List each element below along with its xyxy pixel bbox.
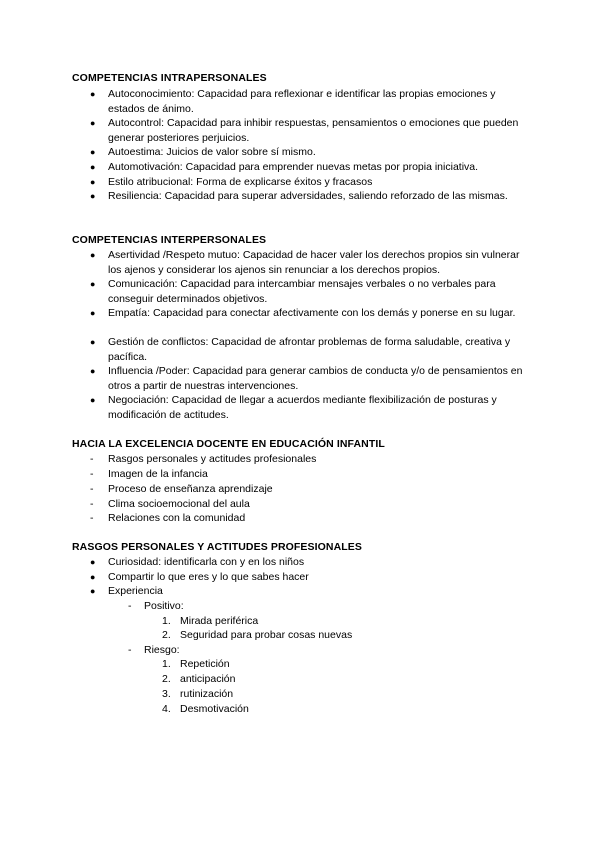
bullet-marker: ● xyxy=(90,191,96,201)
numbered-item: rutinización xyxy=(180,688,234,700)
list-item: Autocontrol: Capacidad para inhibir respuestas, pensamientos o emociones que pueden generar posteriores perjuicios. xyxy=(108,117,519,144)
number-marker: 2. xyxy=(162,673,171,685)
number-marker: 4. xyxy=(162,703,171,715)
heading-interpersonales: COMPETENCIAS INTERPERSONALES xyxy=(72,234,267,246)
heading-excelencia: HACIA LA EXCELENCIA DOCENTE EN EDUCACIÓN INFANTIL xyxy=(72,438,385,450)
heading-rasgos: RASGOS PERSONALES Y ACTITUDES PROFESIONALES xyxy=(72,541,362,553)
bullet-marker: ● xyxy=(90,572,96,582)
list-item: Experiencia xyxy=(108,585,163,597)
number-marker: 1. xyxy=(162,615,171,627)
bullet-marker: ● xyxy=(90,586,96,596)
list-item: Comunicación: Capacidad para intercambiar mensajes verbales o no verbales para conseguir determinados objetivos. xyxy=(108,278,496,305)
numbered-item: Desmotivación xyxy=(180,703,249,715)
number-marker: 1. xyxy=(162,658,171,670)
bullet-marker: ● xyxy=(90,250,96,260)
bullet-marker: ● xyxy=(90,177,96,187)
bullet-marker: ● xyxy=(90,89,96,99)
list-item: Automotivación: Capacidad para emprender nuevas metas por propia iniciativa. xyxy=(108,161,479,173)
list-item: Negociación: Capacidad de llegar a acuerdos mediante flexibilización de posturas y modificación de actitudes. xyxy=(108,394,497,421)
list-item: Resiliencia: Capacidad para superar adversidades, saliendo reforzado de las mismas. xyxy=(108,190,508,202)
bullet-marker: ● xyxy=(90,366,96,376)
list-item: Asertividad /Respeto mutuo: Capacidad de hacer valer los derechos propios sin vulnerar los ajenos y considerar los ajenos sin renunciar a los derechos propios. xyxy=(108,249,520,276)
list-item: Relaciones con la comunidad xyxy=(108,512,246,524)
numbered-item: Repetición xyxy=(180,658,230,670)
list-item: Rasgos personales y actitudes profesionales xyxy=(108,453,317,465)
dash-marker: - xyxy=(90,468,94,480)
list-item: Influencia /Poder: Capacidad para generar cambios de conducta y/o de pensamientos en otros a partir de nuestras intervenciones. xyxy=(108,365,523,392)
dash-marker: - xyxy=(90,483,94,495)
dash-marker: - xyxy=(128,600,132,612)
list-item: Imagen de la infancia xyxy=(108,468,208,480)
list-item: Clima socioemocional del aula xyxy=(108,498,250,510)
numbered-item: anticipación xyxy=(180,673,236,685)
sublist-label-riesgo: Riesgo: xyxy=(144,644,180,656)
sublist-label-positivo: Positivo: xyxy=(144,600,184,612)
bullet-marker: ● xyxy=(90,162,96,172)
dash-marker: - xyxy=(128,644,132,656)
numbered-item: Mirada periférica xyxy=(180,615,259,627)
bullet-marker: ● xyxy=(90,147,96,157)
list-item: Empatía: Capacidad para conectar afectivamente con los demás y ponerse en su lugar. xyxy=(108,307,516,319)
list-item: Compartir lo que eres y lo que sabes hacer xyxy=(108,571,309,583)
dash-marker: - xyxy=(90,453,94,465)
bullet-marker: ● xyxy=(90,395,96,405)
list-item: Proceso de enseñanza aprendizaje xyxy=(108,483,273,495)
bullet-marker: ● xyxy=(90,337,96,347)
number-marker: 3. xyxy=(162,688,171,700)
list-item: Estilo atribucional: Forma de explicarse éxitos y fracasos xyxy=(108,176,373,188)
bullet-marker: ● xyxy=(90,557,96,567)
list-item: Autoconocimiento: Capacidad para reflexionar e identificar las propias emociones y estados de ánimo. xyxy=(108,88,496,115)
list-item: Curiosidad: identificarla con y en los niños xyxy=(108,556,305,568)
list-item: Gestión de conflictos: Capacidad de afrontar problemas de forma saludable, creativa y pacífica. xyxy=(108,336,511,363)
heading-intrapersonales: COMPETENCIAS INTRAPERSONALES xyxy=(72,72,267,84)
number-marker: 2. xyxy=(162,629,171,641)
dash-marker: - xyxy=(90,498,94,510)
numbered-item: Seguridad para probar cosas nuevas xyxy=(180,629,353,641)
list-item: Autoestima: Juicios de valor sobre sí mismo. xyxy=(108,146,316,158)
bullet-marker: ● xyxy=(90,308,96,318)
dash-marker: - xyxy=(90,512,94,524)
bullet-marker: ● xyxy=(90,279,96,289)
bullet-marker: ● xyxy=(90,118,96,128)
